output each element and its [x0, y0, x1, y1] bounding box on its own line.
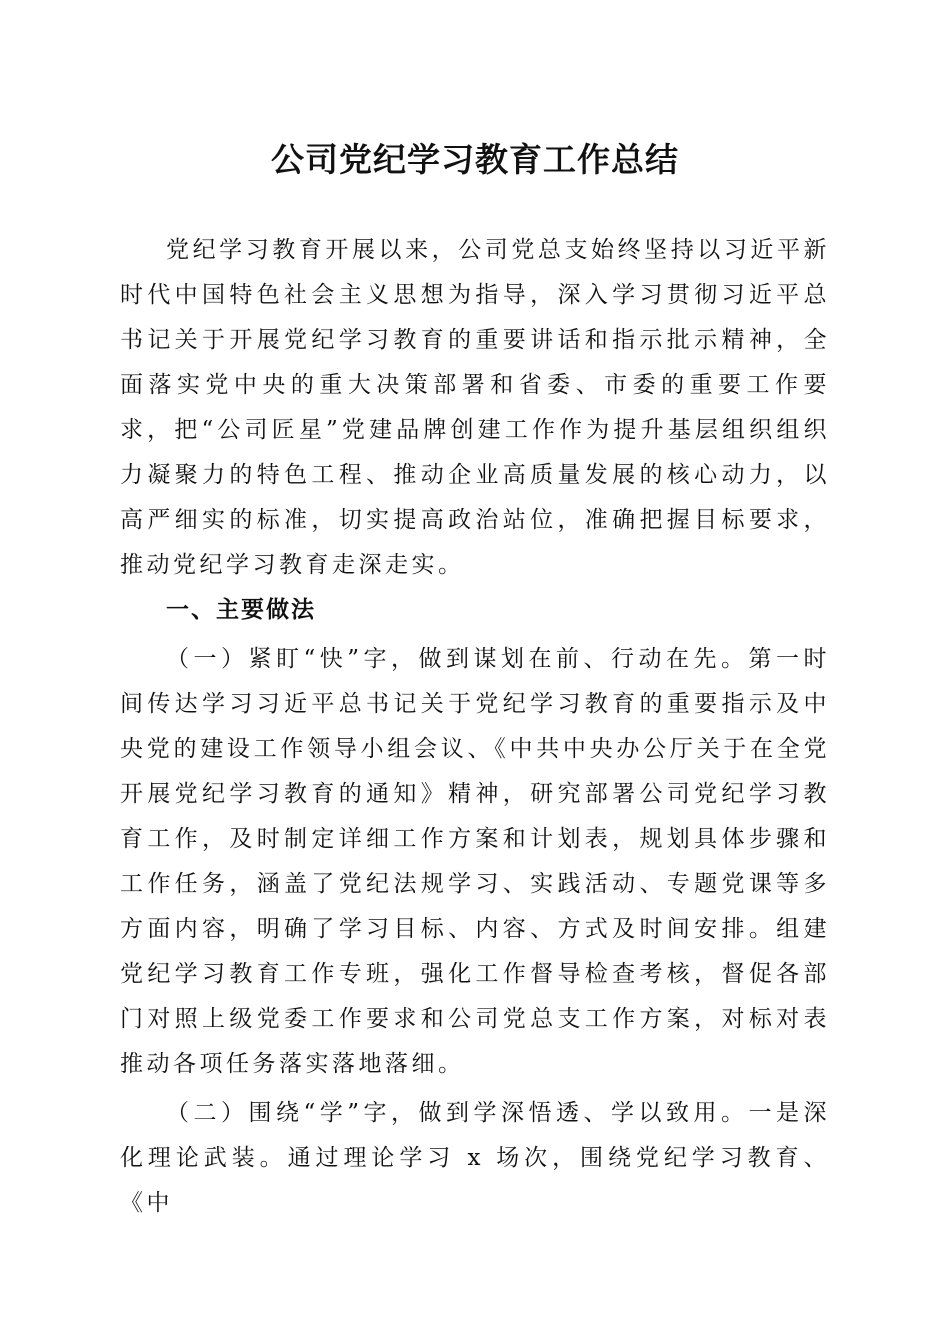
document-title: 公司党纪学习教育工作总结: [271, 140, 679, 179]
intro-paragraph: 党纪学习教育开展以来，公司党总支始终坚持以习近平新时代中国特色社会主义思想为指导，深入学习贯彻习近平总书记关于开展党纪学习教育的重要讲话和指示批示精神，全面落实党中央的重大决策部署和省委、市委的重要工作要求，把“公司匠星”党建品牌创建工作作为提升基层组织组织力凝聚力的特色工程、推动企业高质量发展的核心动力，以高严细实的标准，切实提高政治站位，准确把握目标要求，推动党纪学习教育走深走实。: [120, 237, 830, 578]
item-paragraph-2: （二）围绕“学”字，做到学深悟透、学以致用。一是深化理论武装。通过理论学习 x 场次，围绕党纪学习教育、《中: [120, 1100, 830, 1216]
item-paragraph-1: （一）紧盯“快”字，做到谋划在前、行动在先。第一时间传达学习习近平总书记关于党纪学习教育的重要指示及中央党的建设工作领导小组会议、《中共中央办公厅关于在全党开展党纪学习教育的通知》精神，研究部署公司党纪学习教育工作，及时制定详细工作方案和计划表，规划具体步骤和工作任务，涵盖了党纪法规学习、实践活动、专题党课等多方面内容，明确了学习目标、内容、方式及时间安排。组建党纪学习教育工作专班，强化工作督导检查考核，督促各部门对照上级党委工作要求和公司党总支工作方案，对标对表推动各项任务落实落地落细。: [120, 646, 830, 1077]
document-body: [120, 228, 830, 1226]
section-heading-main-practices: 一、主要做法: [166, 597, 316, 623]
